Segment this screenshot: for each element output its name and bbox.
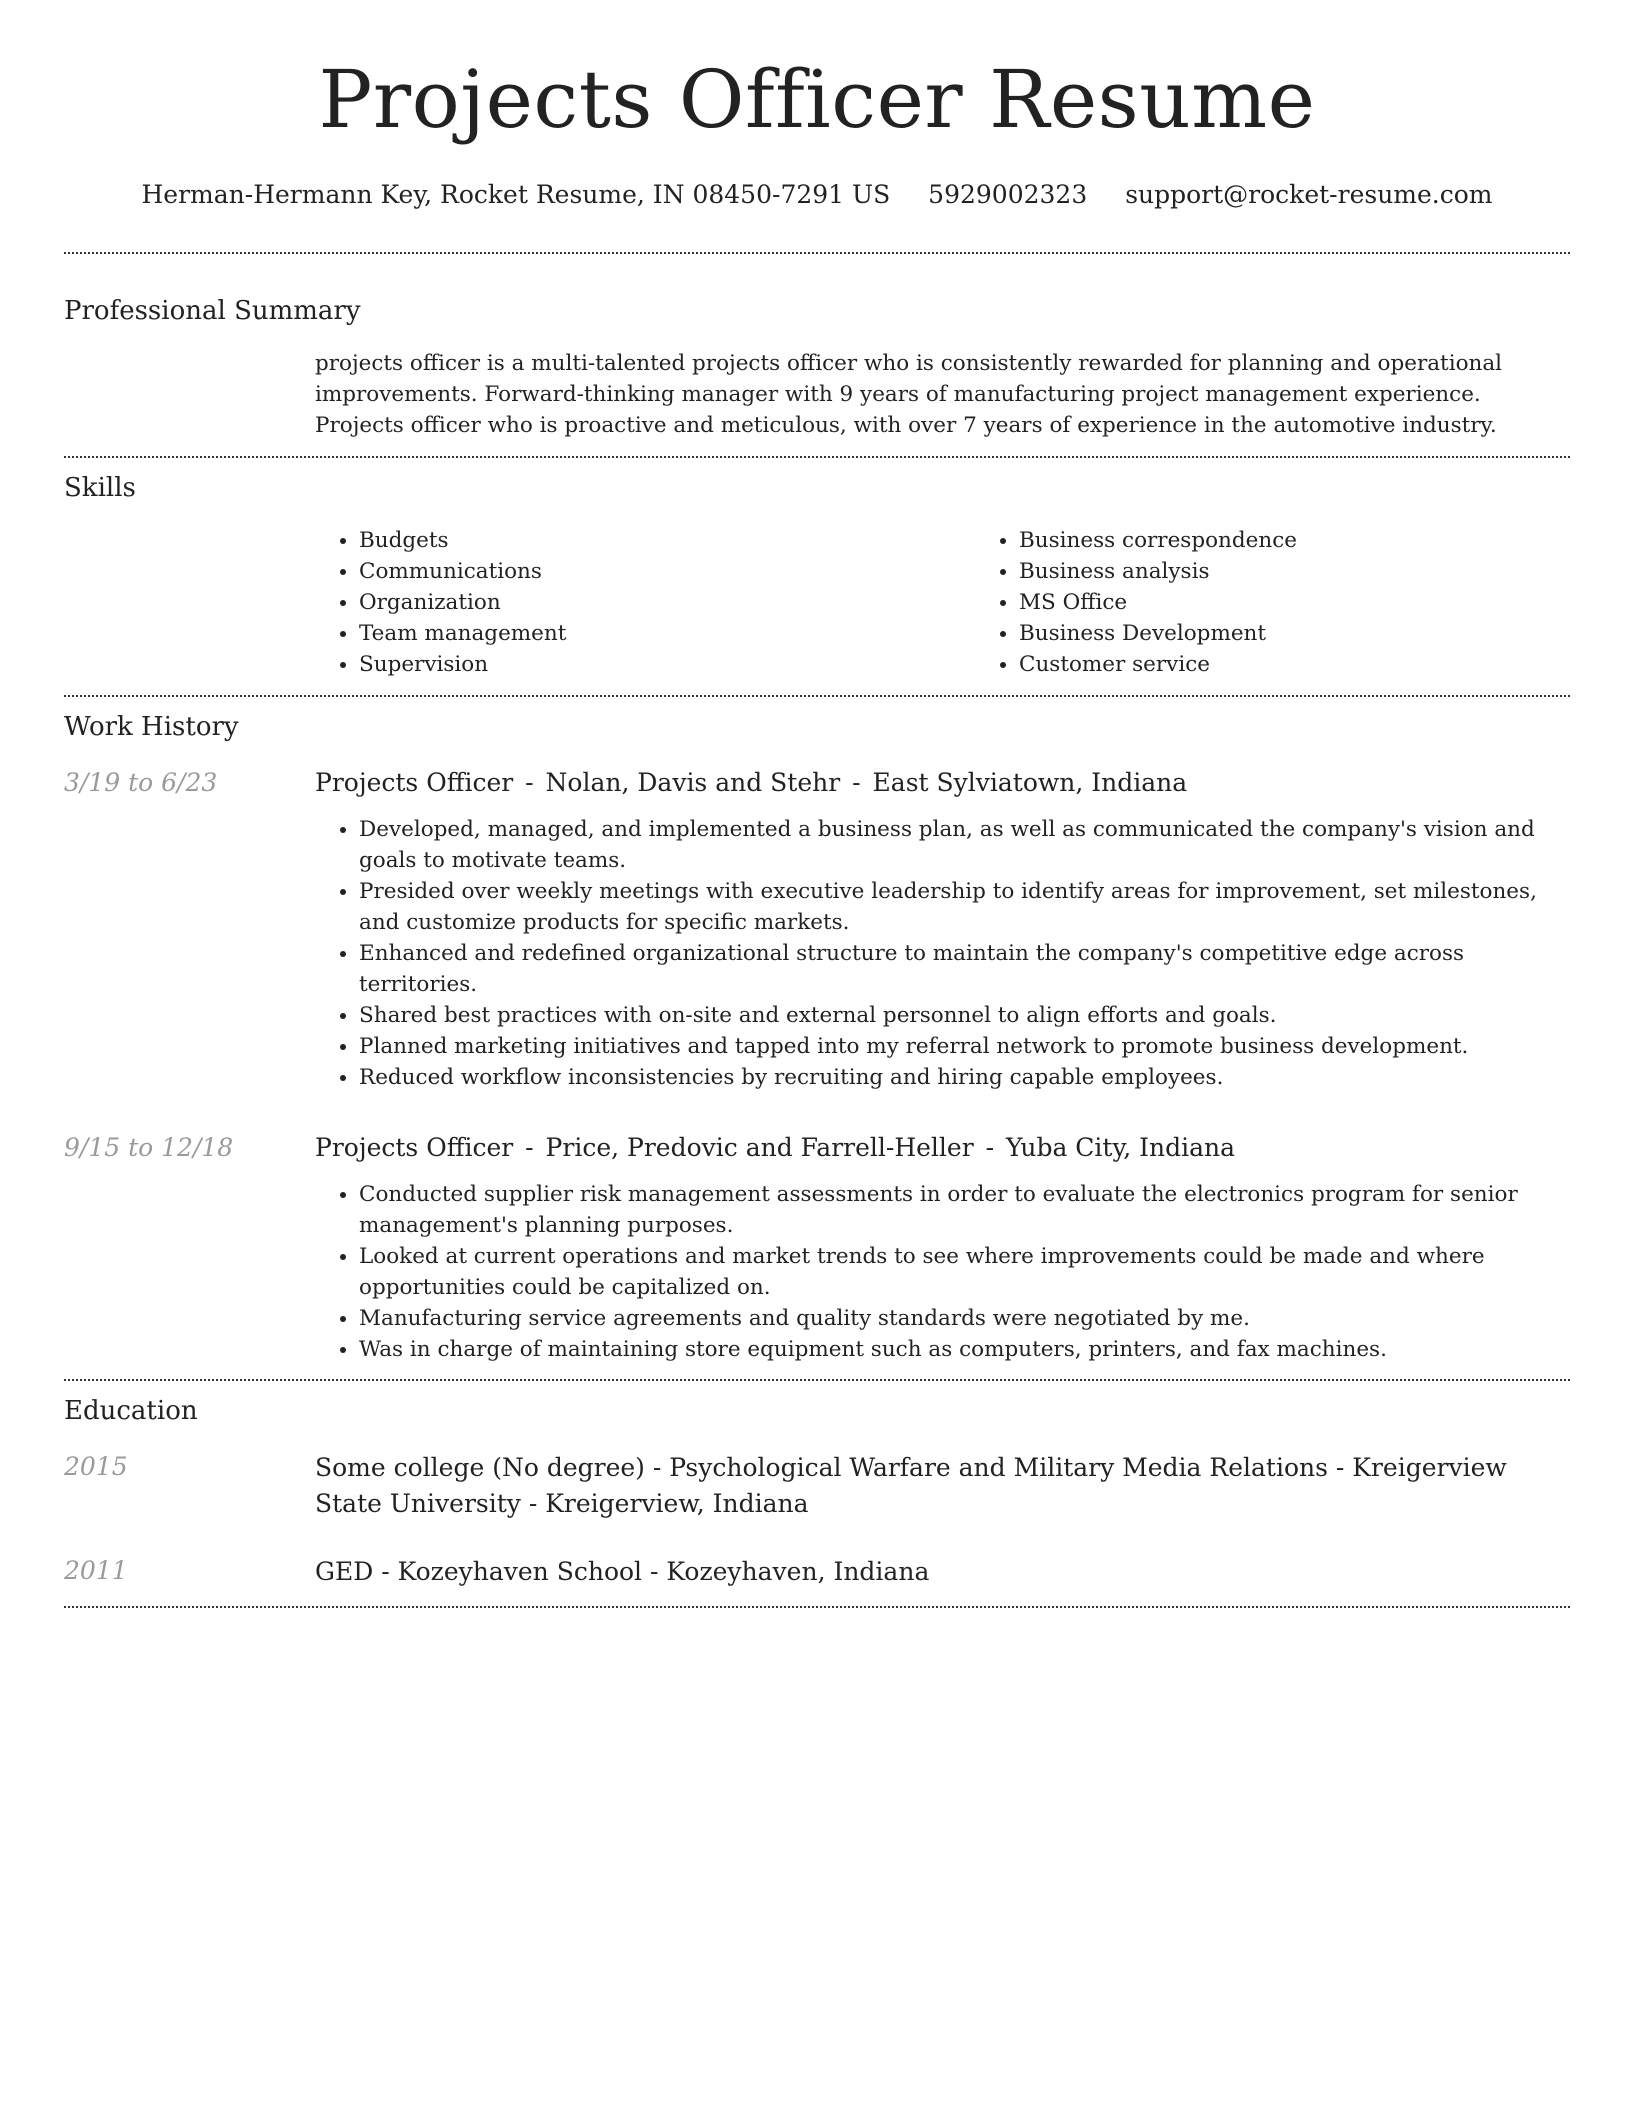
skill-item: • MS Office [1019, 587, 1632, 618]
job-heading: Projects Officer - Price, Predovic and Farrell-Heller - Yuba City, Indiana [315, 1133, 1236, 1162]
job-bullet: • Enhanced and redefined organizational structure to maintain the company's competitive edge across territories. [359, 938, 1570, 1000]
email: support@rocket-resume.com [1125, 180, 1493, 209]
job-bullet: • Reduced workflow inconsistencies by recruiting and hiring capable employees. [359, 1062, 1570, 1093]
divider [64, 695, 1570, 697]
job-location: East Sylviatown, Indiana [872, 768, 1188, 797]
divider [64, 1606, 1570, 1608]
job-bullet: • Presided over weekly meetings with executive leadership to identify areas for improvement, set milestones, and customize products for specific markets. [359, 876, 1570, 938]
job-bullets [315, 1179, 1570, 1365]
resume-title: Projects Officer Resume [318, 53, 1316, 146]
skill-item: • Communications [359, 556, 975, 587]
education-detail: GED - Kozeyhaven School - Kozeyhaven, Indiana [315, 1557, 930, 1586]
job-heading: Projects Officer - Nolan, Davis and Stehr - East Sylviatown, Indiana [315, 768, 1188, 797]
skill-item: • Business analysis [1019, 556, 1632, 587]
skill-item: • Organization [359, 587, 975, 618]
job-bullet: • Developed, managed, and implemented a business plan, as well as communicated the company's vision and goals to motivate teams. [359, 814, 1570, 876]
job-entry [64, 766, 1570, 1093]
divider [64, 252, 1570, 254]
job-bullet: • Manufacturing service agreements and quality standards were negotiated by me. [359, 1303, 1570, 1334]
job-company: Price, Predovic and Farrell-Heller [545, 1133, 974, 1162]
education-heading: Education [64, 1396, 198, 1426]
job-entry [64, 1131, 1570, 1365]
divider [64, 1379, 1570, 1381]
phone: 5929002323 [928, 180, 1088, 209]
contact-line [64, 178, 1570, 212]
job-bullet: • Planned marketing initiatives and tapped into my referral network to promote business development. [359, 1031, 1570, 1062]
education-entry [64, 1554, 1570, 1590]
job-bullets [315, 814, 1570, 1093]
divider [64, 456, 1570, 458]
skill-item: • Business Development [1019, 618, 1632, 649]
skills-column-left [315, 525, 975, 680]
skill-item: • Budgets [359, 525, 975, 556]
resume-page [64, 0, 1570, 1608]
job-dates: 3/19 to 6/23 [64, 768, 218, 797]
skill-item: • Team management [359, 618, 975, 649]
education-year: 2015 [64, 1452, 128, 1481]
skills-list [315, 525, 1632, 680]
job-dates: 9/15 to 12/18 [64, 1133, 234, 1162]
job-location: Yuba City, Indiana [1006, 1133, 1236, 1162]
job-bullet: • Conducted supplier risk management assessments in order to evaluate the electronics program for senior management's planning purposes. [359, 1179, 1570, 1241]
skill-item: • Supervision [359, 649, 975, 680]
education-entry [64, 1450, 1570, 1522]
skill-item: • Customer service [1019, 649, 1632, 680]
summary-heading: Professional Summary [64, 296, 361, 326]
education-year: 2011 [64, 1556, 128, 1585]
skills-column-right [975, 525, 1632, 680]
job-bullet: • Was in charge of maintaining store equipment such as computers, printers, and fax machines. [359, 1334, 1570, 1365]
summary-text: projects officer is a multi-talented projects officer who is consistently rewarded for planning and operational improvements. Forward-thinking manager with 9 years of manufacturing project management experience. Projects officer who is proactive and meticulous, with over 7 years of experience in the automotive industry. [315, 351, 1503, 438]
address: Herman-Hermann Key, Rocket Resume, IN 08450-7291 US [141, 180, 891, 209]
job-bullet: • Shared best practices with on-site and external personnel to align efforts and goals. [359, 1000, 1570, 1031]
job-title: Projects Officer [315, 768, 514, 797]
skills-heading: Skills [64, 473, 136, 503]
skill-item: • Business correspondence [1019, 525, 1632, 556]
education-detail: Some college (No degree) - Psychological Warfare and Military Media Relations - Kreigerview State University - Kreigerview, Indiana [315, 1453, 1507, 1518]
job-bullet: • Looked at current operations and market trends to see where improvements could be made and where opportunities could be capitalized on. [359, 1241, 1570, 1303]
work-heading: Work History [64, 712, 239, 742]
job-company: Nolan, Davis and Stehr [545, 768, 841, 797]
job-title: Projects Officer [315, 1133, 514, 1162]
